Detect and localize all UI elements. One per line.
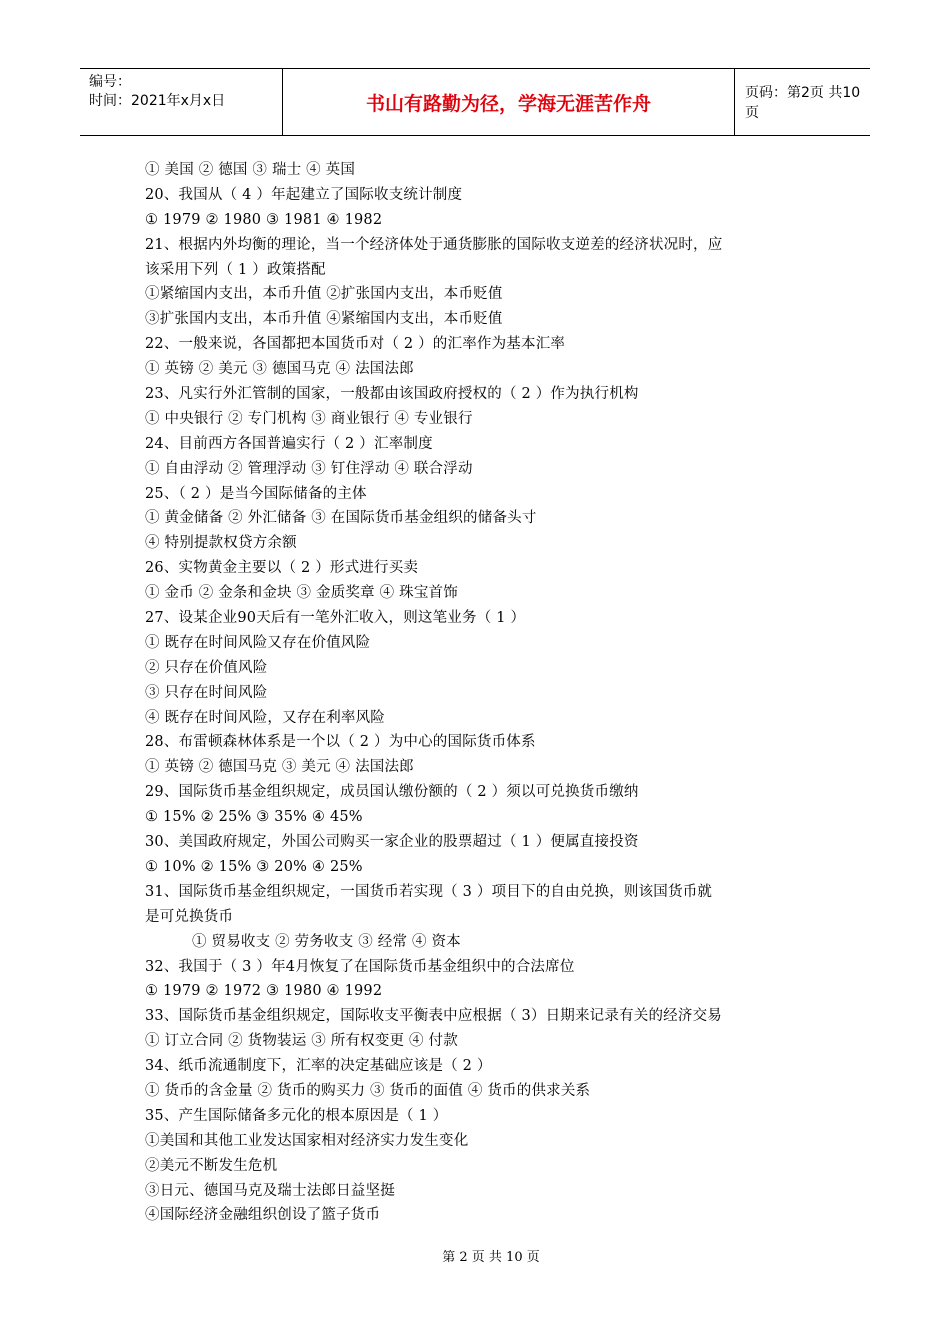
- text-line: ① 贸易收支 ② 劳务收支 ③ 经常 ④ 资本: [192, 933, 461, 950]
- text-line: ① 货币的含金量 ② 货币的购买力 ③ 货币的面值 ④ 货币的供求关系: [145, 1082, 591, 1099]
- text-line: ②美元不断发生危机: [145, 1157, 278, 1174]
- header-number: 编号：: [89, 74, 131, 90]
- text-line: ①美国和其他工业发达国家相对经济实力发生变化: [145, 1132, 469, 1149]
- text-line: ③ 只存在时间风险: [145, 684, 268, 701]
- text-line: ① 美国 ② 德国 ③ 瑞士 ④ 英国: [145, 162, 356, 178]
- header-motto: 书山有路勤为径，学海无涯苦作舟: [283, 69, 735, 135]
- text-line: ① 15% ② 25% ③ 35% ④ 45%: [145, 809, 363, 826]
- text-line: ④国际经济金融组织创设了篮子货币: [145, 1207, 381, 1224]
- text-line: 34、纸币流通制度下，汇率的决定基础应该是（ 2 ）: [145, 1058, 492, 1075]
- text-line: 该采用下列（ 1 ）政策搭配: [145, 261, 326, 278]
- page-header: [80, 68, 870, 136]
- text-line: 31、国际货币基金组织规定，一国货币若实现（ 3 ）项目下的自由兑换，则该国货币就: [145, 883, 713, 900]
- text-line: 22、一般来说，各国都把本国货币对（ 2 ）的汇率作为基本汇率: [145, 336, 566, 353]
- text-line: 25、（ 2 ）是当今国际储备的主体: [145, 485, 367, 502]
- text-line: 29、国际货币基金组织规定，成员国认缴份额的（ 2 ）须以可兑换货币缴纳: [145, 784, 639, 801]
- text-line: ④ 特别提款权贷方余额: [145, 535, 297, 552]
- text-line: ③扩张国内支出，本币升值 ④紧缩国内支出，本币贬值: [145, 311, 503, 328]
- text-line: 24、目前西方各国普遍实行（ 2 ）汇率制度: [145, 435, 433, 452]
- text-line: ① 1979 ② 1980 ③ 1981 ④ 1982: [145, 211, 383, 228]
- text-line: 30、美国政府规定，外国公司购买一家企业的股票超过（ 1 ）便属直接投资: [145, 834, 639, 851]
- text-line: ① 10% ② 15% ③ 20% ④ 25%: [145, 858, 363, 875]
- header-time: 时间：2021年x月x日: [89, 93, 226, 109]
- header-page-info: 页码：第2页 共10页: [745, 85, 861, 121]
- text-line: ① 金币 ② 金条和金块 ③ 金质奖章 ④ 珠宝首饰: [145, 585, 458, 602]
- text-line: ③日元、德国马克及瑞士法郎日益坚挺: [145, 1182, 395, 1199]
- text-line: ① 英镑 ② 德国马克 ③ 美元 ④ 法国法郎: [145, 759, 414, 776]
- text-line: ④ 既存在时间风险，又存在利率风险: [145, 709, 386, 726]
- text-line: 28、布雷顿森林体系是一个以（ 2 ）为中心的国际货币体系: [145, 734, 536, 751]
- text-line: ① 黄金储备 ② 外汇储备 ③ 在国际货币基金组织的储备头寸: [145, 510, 537, 527]
- text-line: ① 1979 ② 1972 ③ 1980 ④ 1992: [145, 983, 383, 1000]
- text-line: ② 只存在价值风险: [145, 659, 268, 676]
- text-line: 27、设某企业90天后有一笔外汇收入，则这笔业务（ 1 ）: [145, 610, 526, 627]
- page-footer: 第 2 页 共 10 页: [442, 1250, 540, 1265]
- text-line: ① 英镑 ② 美元 ③ 德国马克 ④ 法国法郎: [145, 361, 414, 378]
- text-line: 32、我国于（ 3 ）年4月恢复了在国际货币基金组织中的合法席位: [145, 958, 575, 975]
- text-line: 21、根据内外均衡的理论，当一个经济体处于通货膨胀的国际收支逆差的经济状况时，应: [145, 236, 723, 253]
- text-line: ① 自由浮动 ② 管理浮动 ③ 钉住浮动 ④ 联合浮动: [145, 460, 473, 477]
- header-meta: [80, 69, 283, 135]
- text-line: 是可兑换货币: [145, 908, 234, 925]
- text-line: ① 中央银行 ② 专门机构 ③ 商业银行 ④ 专业银行: [145, 410, 473, 427]
- text-line: 20、我国从（ 4 ）年起建立了国际收支统计制度: [145, 186, 463, 203]
- text-line: ① 既存在时间风险又存在价值风险: [145, 634, 371, 651]
- document-body: [145, 158, 825, 1228]
- text-line: 33、国际货币基金组织规定，国际收支平衡表中应根据（ 3）日期来记录有关的经济交易: [145, 1008, 722, 1025]
- text-line: ① 订立合同 ② 货物装运 ③ 所有权变更 ④ 付款: [145, 1033, 458, 1050]
- text-line: 35、产生国际储备多元化的根本原因是（ 1 ）: [145, 1107, 448, 1124]
- text-line: 23、凡实行外汇管制的国家，一般都由该国政府授权的（ 2 ）作为执行机构: [145, 386, 639, 403]
- text-line: ①紧缩国内支出，本币升值 ②扩张国内支出，本币贬值: [145, 286, 503, 303]
- text-line: 26、实物黄金主要以（ 2 ）形式进行买卖: [145, 560, 419, 577]
